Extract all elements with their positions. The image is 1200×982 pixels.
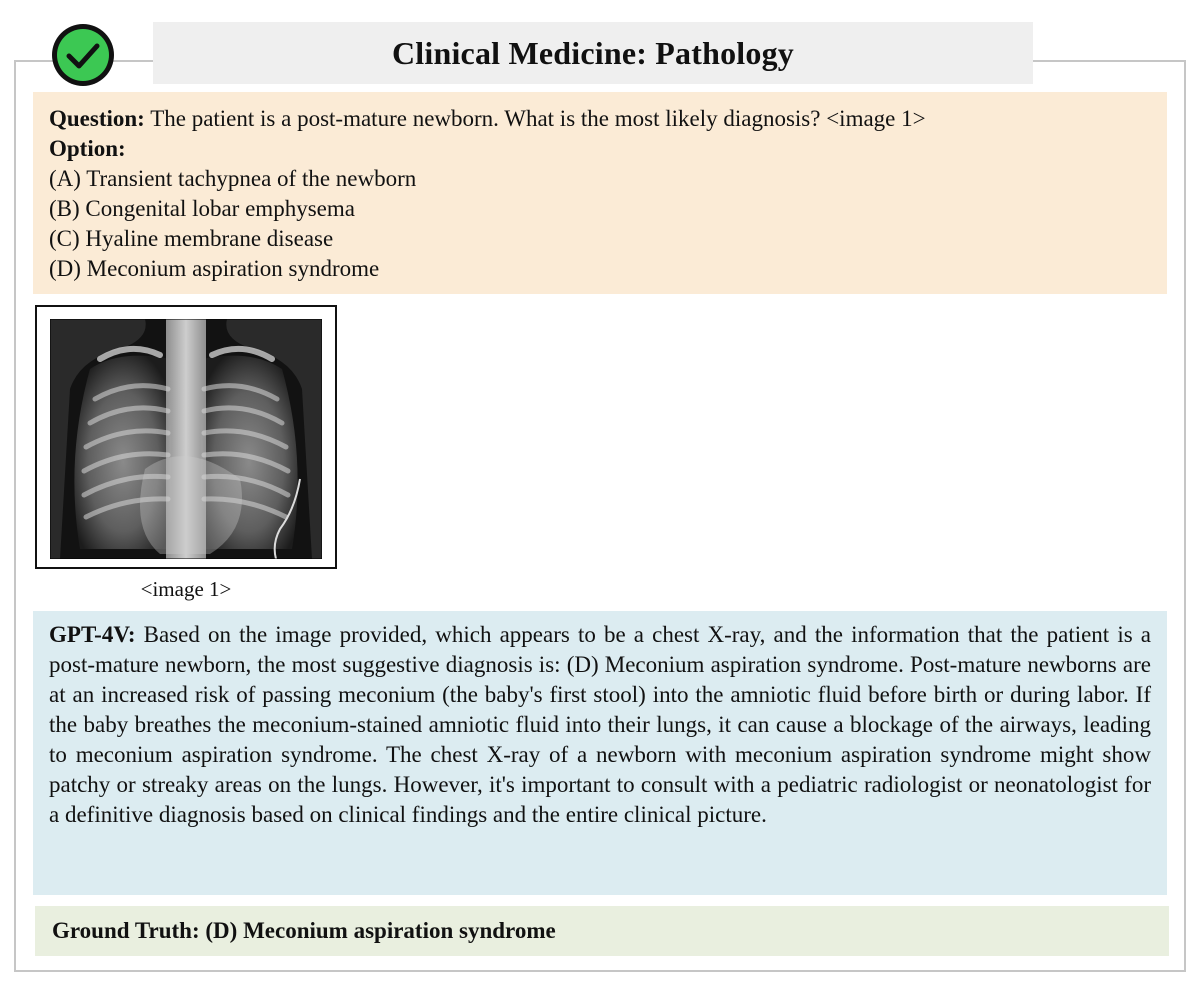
- option-a: (A) Transient tachypnea of the newborn: [49, 166, 417, 191]
- option-b: (B) Congenital lobar emphysema: [49, 196, 355, 221]
- xray-figure: [35, 305, 337, 569]
- option-d: (D) Meconium aspiration syndrome: [49, 256, 380, 281]
- title-banner: [153, 22, 1033, 84]
- ground-truth-panel: Ground Truth: (D) Meconium aspiration syndrome: [35, 906, 1169, 956]
- question-line: [49, 104, 1151, 134]
- chest-xray-image: [50, 319, 322, 559]
- answer-text: Based on the image provided, which appears to be a chest X-ray, and the information that the patient is a post-mature newborn, the most suggestive diagnosis is: (D) Meconium aspiration syndrome. Post-mature newborns are at an increased risk of passing meconium (the baby's first stool) into the amniotic fluid before birth or during labor. If the baby breathes the meconium-stained amniotic fluid into their lungs, it can cause a blockage of the airways, leading to meconium aspiration syndrome. The chest X-ray of a newborn with meconium aspiration syndrome might show patchy or streaky areas on the lungs. However, it's important to consult with a pediatric radiologist or neonatologist for a definitive diagnosis based on clinical findings and the entire clinical picture.: [49, 622, 1151, 827]
- question-label: Question:: [49, 106, 145, 131]
- question-panel: [33, 92, 1167, 294]
- answer-label: GPT-4V:: [49, 622, 136, 647]
- check-circle-icon: [50, 22, 116, 88]
- model-answer-panel: [33, 611, 1167, 895]
- options-label: Option:: [49, 136, 126, 161]
- option-c: (C) Hyaline membrane disease: [49, 226, 334, 251]
- figure-caption: <image 1>: [140, 577, 232, 601]
- question-text: The patient is a post-mature newborn. What is the most likely diagnosis? <image 1>: [150, 106, 926, 131]
- page-title: Clinical Medicine: Pathology: [391, 34, 794, 71]
